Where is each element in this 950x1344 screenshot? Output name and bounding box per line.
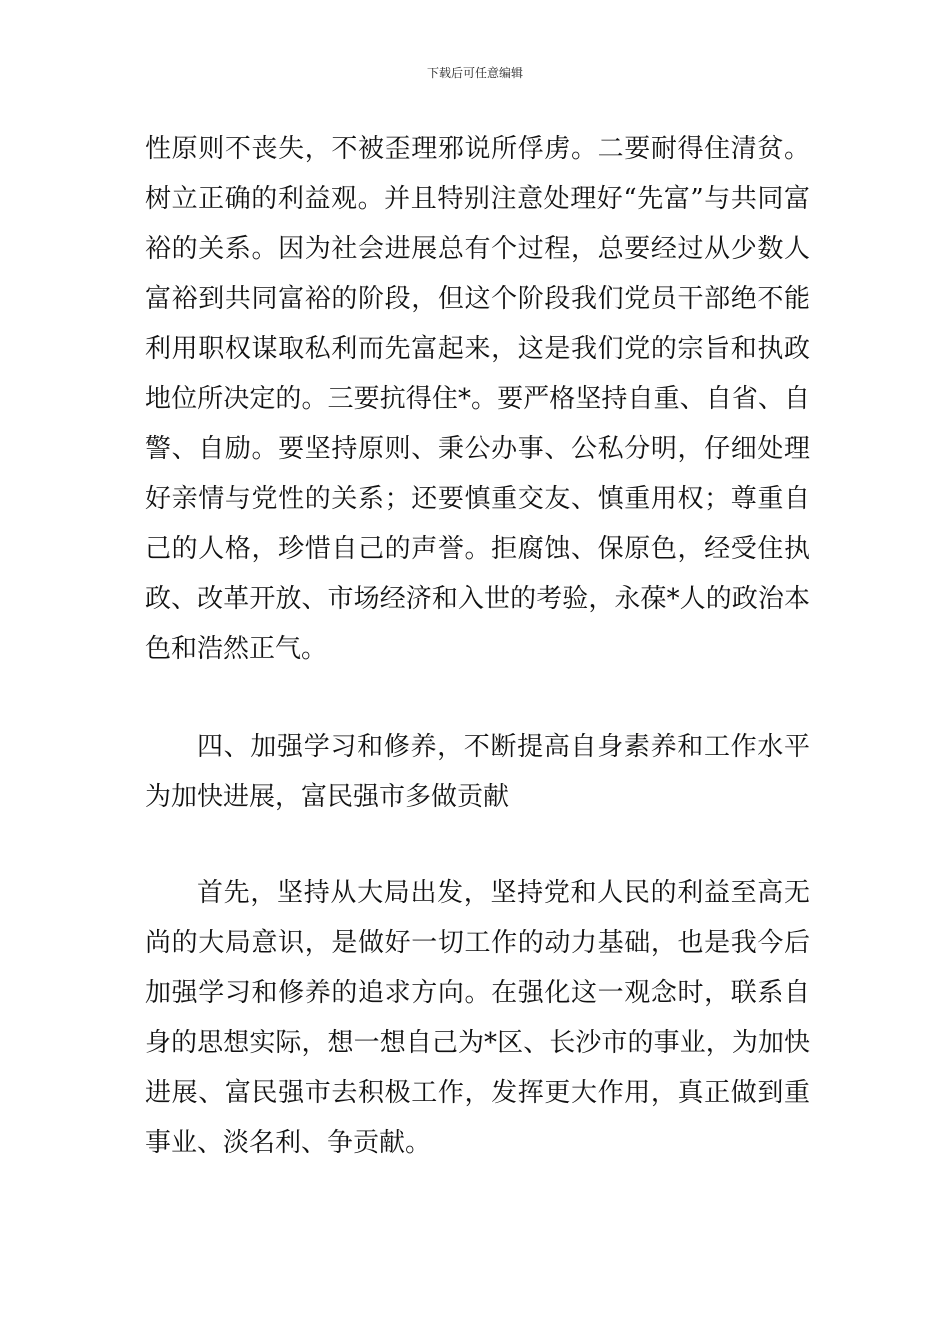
paragraph-first-point: 首先，坚持从大局出发，坚持党和人民的利益至高无尚的大局意识，是做好一切工作的动力基础，也是我今后加强学习和修养的追求方向。在强化这一观念时，联系自身的思想实际，想一想自己为*区、长沙市的事业，为加快进展、富民强市去积极工作，发挥更大作用，真正做到重事业、淡名利、争贡献。 xyxy=(145,878,810,1158)
section-heading-four: 四、加强学习和修养，不断提高自身素养和工作水平为加快进展，富民强市多做贡献 xyxy=(145,732,810,812)
paragraph-continuation: 性原则不丧失，不被歪理邪说所俘虏。二要耐得住清贫。树立正确的利益观。并且特别注意处理好“先富”与共同富裕的关系。因为社会进展总有个过程，总要经过从少数人富裕到共同富裕的阶段，但这个阶段我们党员干部绝不能利用职权谋取私利而先富起来，这是我们党的宗旨和执政地位所决定的。三要抗得住*。要严格坚持自重、自省、自警、自励。要坚持原则、秉公办事、公私分明，仔细处理好亲情与党性的关系；还要慎重交友、慎重用权；尊重自己的人格，珍惜自己的声誉。拒腐蚀、保原色，经受住执政、改革开放、市场经济和入世的考验，永葆*人的政治本色和浩然正气。 xyxy=(145,134,810,664)
page-header: 下载后可任意编辑 xyxy=(426,66,523,80)
